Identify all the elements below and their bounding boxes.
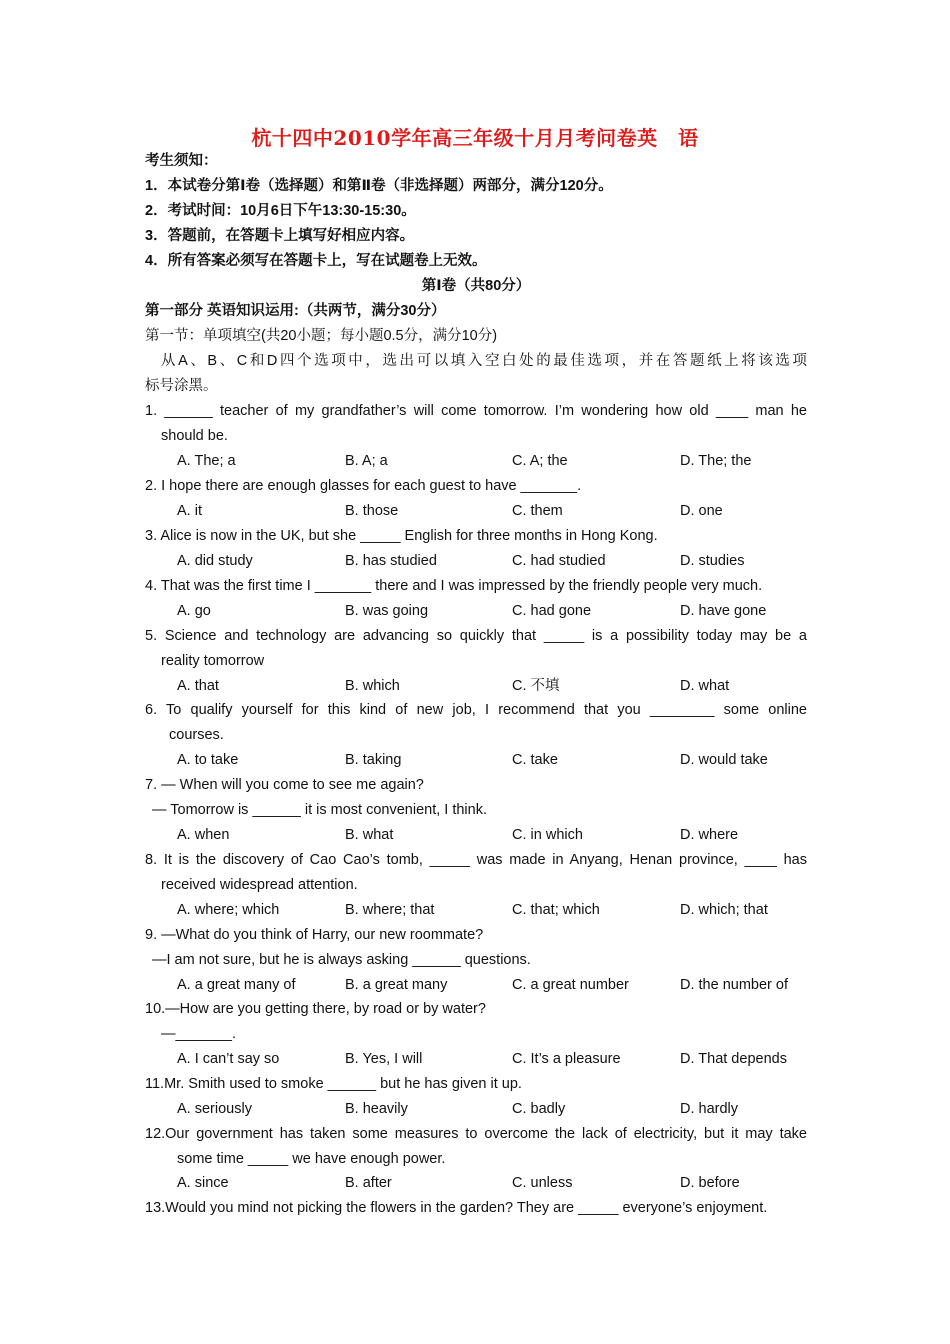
option-b: B. taking: [345, 752, 402, 768]
option-c: C. unless: [512, 1175, 573, 1191]
option-a: A. that: [177, 678, 219, 694]
question-stem: 7. — When will you come to see me again?: [145, 777, 424, 793]
section-heading: 第一节：单项填空(共20小题；每小题0.5分，满分10分): [145, 328, 498, 344]
option-a: A. when: [177, 827, 230, 843]
notice-item: 4．所有答案必须写在答题卡上，写在试题卷上无效。: [145, 253, 487, 269]
question-stem: 11.Mr. Smith used to smoke ______ but he has given it up.: [145, 1076, 522, 1092]
question-stem-cont: —I am not sure, but he is always asking ______ questions.: [152, 952, 531, 968]
notice-item: 1．本试卷分第Ⅰ卷（选择题）和第Ⅱ卷（非选择题）两部分，满分120分。: [145, 178, 613, 194]
notice-item: 3．答题前，在答题卡上填写好相应内容。: [145, 228, 415, 244]
option-d: D. The; the: [680, 453, 752, 469]
question-stem: 5. Science and technology are advancing so quickly that _____ is a possibility today may be a: [145, 628, 807, 644]
option-b: B. after: [345, 1175, 392, 1191]
option-c: C. A; the: [512, 453, 568, 469]
option-b: B. was going: [345, 603, 429, 619]
option-c: C. badly: [512, 1101, 566, 1117]
option-a: A. to take: [177, 752, 239, 768]
question-stem: 3. Alice is now in the UK, but she _____ English for three months in Hong Kong.: [145, 528, 658, 544]
notice-item: 2．考试时间：10月6日下午13:30-15:30。: [145, 203, 416, 219]
question-stem: 8. It is the discovery of Cao Cao’s tomb, _____ was made in Anyang, Henan province, ____ has: [145, 852, 807, 868]
option-a: A. where; which: [177, 902, 280, 918]
question-stem: 6. To qualify yourself for this kind of new job, I recommend that you ________ some online: [145, 702, 807, 718]
option-a: A. seriously: [177, 1101, 252, 1117]
option-c: C. had studied: [512, 553, 606, 569]
question-stem: 4. That was the first time I _______ there and I was impressed by the friendly people very much.: [145, 578, 763, 594]
question-stem: 13.Would you mind not picking the flowers in the garden? They are _____ everyone’s enjoyment.: [145, 1200, 768, 1216]
option-c: C. in which: [512, 827, 583, 843]
option-a: A. go: [177, 603, 211, 619]
option-c: C. a great number: [512, 977, 629, 993]
question-stem-cont: some time _____ we have enough power.: [177, 1151, 446, 1167]
question-stem: 10.—How are you getting there, by road or by water?: [145, 1001, 486, 1017]
page-title: 杭十四中2010学年高三年级十月月考问卷英 语: [251, 126, 699, 150]
option-d: D. studies: [680, 553, 745, 569]
option-d: D. one: [680, 503, 723, 519]
option-b: B. where; that: [345, 902, 435, 918]
option-d: D. what: [680, 678, 730, 694]
question-stem: 9. —What do you think of Harry, our new roommate?: [145, 927, 484, 943]
question-stem: 2. I hope there are enough glasses for each guest to have _______.: [145, 478, 582, 494]
question-stem: 1. ______ teacher of my grandfather’s will come tomorrow. I’m wondering how old ____ man he: [145, 403, 807, 419]
option-d: D. the number of: [680, 977, 788, 993]
question-stem-cont: — Tomorrow is ______ it is most convenient, I think.: [152, 802, 487, 818]
question-stem-cont: —_______.: [161, 1026, 236, 1042]
part-heading: 第一部分 英语知识运用:（共两节，满分30分）: [145, 303, 446, 319]
question-stem-cont: received widespread attention.: [161, 877, 358, 893]
option-d: D. That depends: [680, 1051, 787, 1067]
option-c: C. that; which: [512, 902, 600, 918]
question-stem-cont: reality tomorrow: [161, 653, 265, 669]
option-c: C. 不填: [512, 678, 560, 694]
option-b: B. heavily: [345, 1101, 408, 1117]
option-b: B. those: [345, 503, 399, 519]
option-b: B. which: [345, 678, 400, 694]
option-d: D. before: [680, 1175, 740, 1191]
option-a: A. a great many of: [177, 977, 296, 993]
volume-heading: 第Ⅰ卷（共80分）: [421, 278, 531, 294]
option-c: C. had gone: [512, 603, 592, 619]
instruction-text: 从A、B、C和D四个选项中，选出可以填入空白处的最佳选项，并在答题纸上将该选项: [161, 353, 807, 369]
option-d: D. which; that: [680, 902, 768, 918]
option-a: A. I can’t say so: [177, 1051, 280, 1067]
option-a: A. The; a: [177, 453, 236, 469]
instruction-text: 标号涂黑。: [145, 378, 218, 394]
question-stem: 12.Our government has taken some measures to overcome the lack of electricity, but it may take: [145, 1126, 807, 1142]
option-d: D. hardly: [680, 1101, 739, 1117]
option-a: A. it: [177, 503, 202, 519]
option-d: D. have gone: [680, 603, 767, 619]
question-stem-cont: should be.: [161, 428, 228, 444]
option-b: B. what: [345, 827, 394, 843]
question-stem-cont: courses.: [169, 727, 224, 743]
option-a: A. did study: [177, 553, 253, 569]
option-c: C. It’s a pleasure: [512, 1051, 621, 1067]
option-d: D. would take: [680, 752, 768, 768]
option-b: B. Yes, I will: [345, 1051, 423, 1067]
option-a: A. since: [177, 1175, 229, 1191]
option-b: B. A; a: [345, 453, 388, 469]
option-d: D. where: [680, 827, 739, 843]
option-b: B. a great many: [345, 977, 448, 993]
option-c: C. take: [512, 752, 558, 768]
option-b: B. has studied: [345, 553, 437, 569]
notice-heading: 考生须知：: [145, 153, 218, 169]
option-c: C. them: [512, 503, 563, 519]
